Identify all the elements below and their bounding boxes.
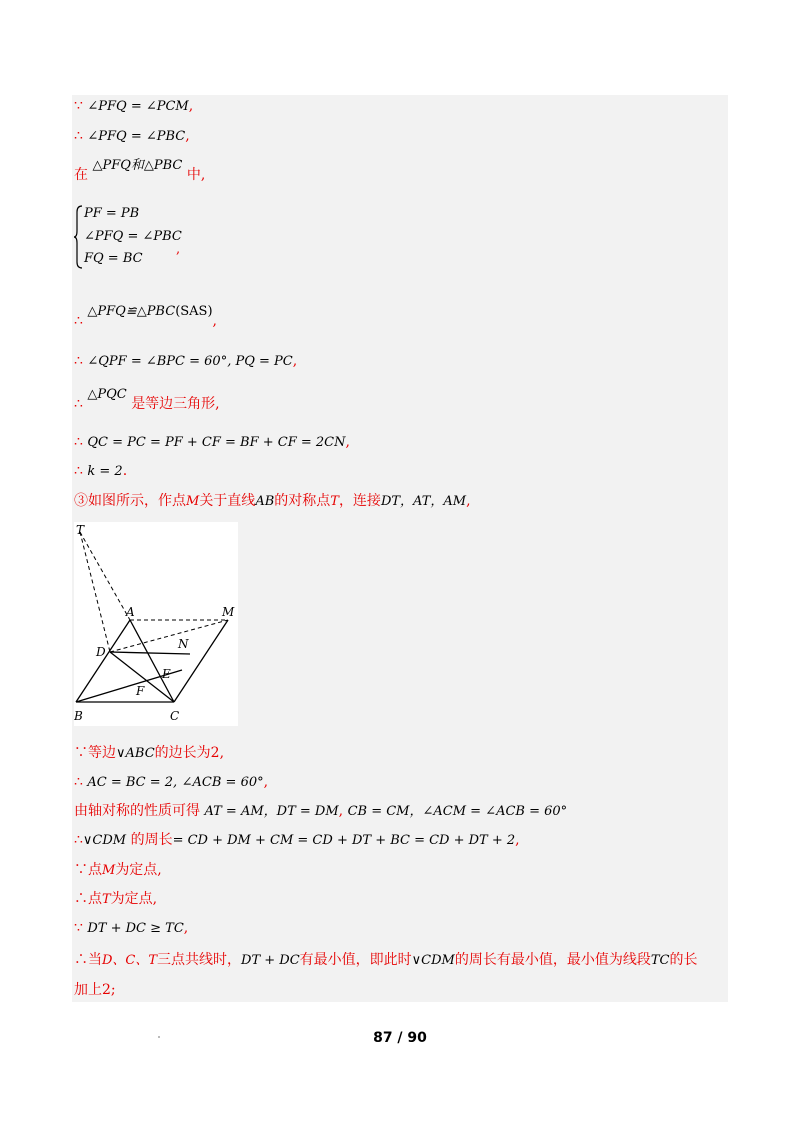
label-B: B [74, 709, 83, 723]
line-11: ∵等边∨ABC的边长为2, [74, 745, 225, 761]
label-F: F [136, 684, 145, 698]
label-E: E [162, 667, 171, 681]
line-10: ③如图所示，作点M关于直线AB的对称点T，连接DT，AT，AM, [74, 493, 471, 509]
math-expr: ∠PFQ = ∠PBC [87, 129, 186, 144]
line-5: ∴ △PFQ≌△PBC(SAS), [74, 304, 217, 329]
geometry-figure [74, 522, 238, 726]
line-2: ∴ ∠PFQ = ∠PBC, [74, 128, 190, 144]
label-A: A [126, 605, 135, 619]
line-1: ∵ ∠PFQ = ∠PCM, [74, 98, 194, 114]
page-number: 87 / 90 [373, 1030, 427, 1046]
label-D: D [96, 645, 106, 659]
rhombus-diagram [74, 522, 238, 726]
label-T: T [76, 523, 85, 537]
label-M: M [222, 605, 235, 619]
line-16: ∴点T为定点, [74, 891, 158, 907]
line-6: ∴ ∠QPF = ∠BPC = 60°, PQ = PC, [74, 353, 298, 369]
line-8: ∴ QC = PC = PF + CF = BF + CF = 2CN, [74, 434, 350, 450]
line-17: ∵ DT + DC ≥ TC, [74, 920, 189, 936]
line-18: ∴当D、C、T三点共线时，DT + DC有最小值，即此时∨CDM的周长有最小值，最小值为线段TC的长 [74, 952, 698, 968]
because-symbol: ∵ [74, 98, 83, 114]
label-C: C [170, 709, 180, 723]
line-14: ∴∨CDM 的周长= CD + DM + CM = CD + DT + BC = CD + DT + 2, [74, 832, 520, 848]
line-13: 由轴对称的性质可得 AT = AM，DT = DM, CB = CM，∠ACM = ∠ACB = 60° [74, 803, 568, 819]
math-expr: ∠PFQ = ∠PCM [87, 99, 189, 114]
line-19: 加上2; [74, 982, 116, 998]
line-9: ∴ k = 2. [74, 463, 128, 479]
label-N: N [178, 637, 189, 651]
line-7: ∴ △PQC 是等边三角形, [74, 387, 220, 412]
line-3: 在 △PFQ和△PBC 中, [74, 158, 206, 183]
line-12: ∴ AC = BC = 2, ∠ACB = 60°, [74, 774, 269, 790]
therefore-symbol: ∴ [74, 128, 83, 144]
math-expr: △PFQ和△PBC [92, 158, 183, 173]
line-15: ∵点M为定点, [74, 862, 162, 878]
left-brace-icon [74, 204, 84, 270]
equation-system: PF = PB ∠PFQ = ∠PBC FQ = BC , [74, 204, 274, 270]
